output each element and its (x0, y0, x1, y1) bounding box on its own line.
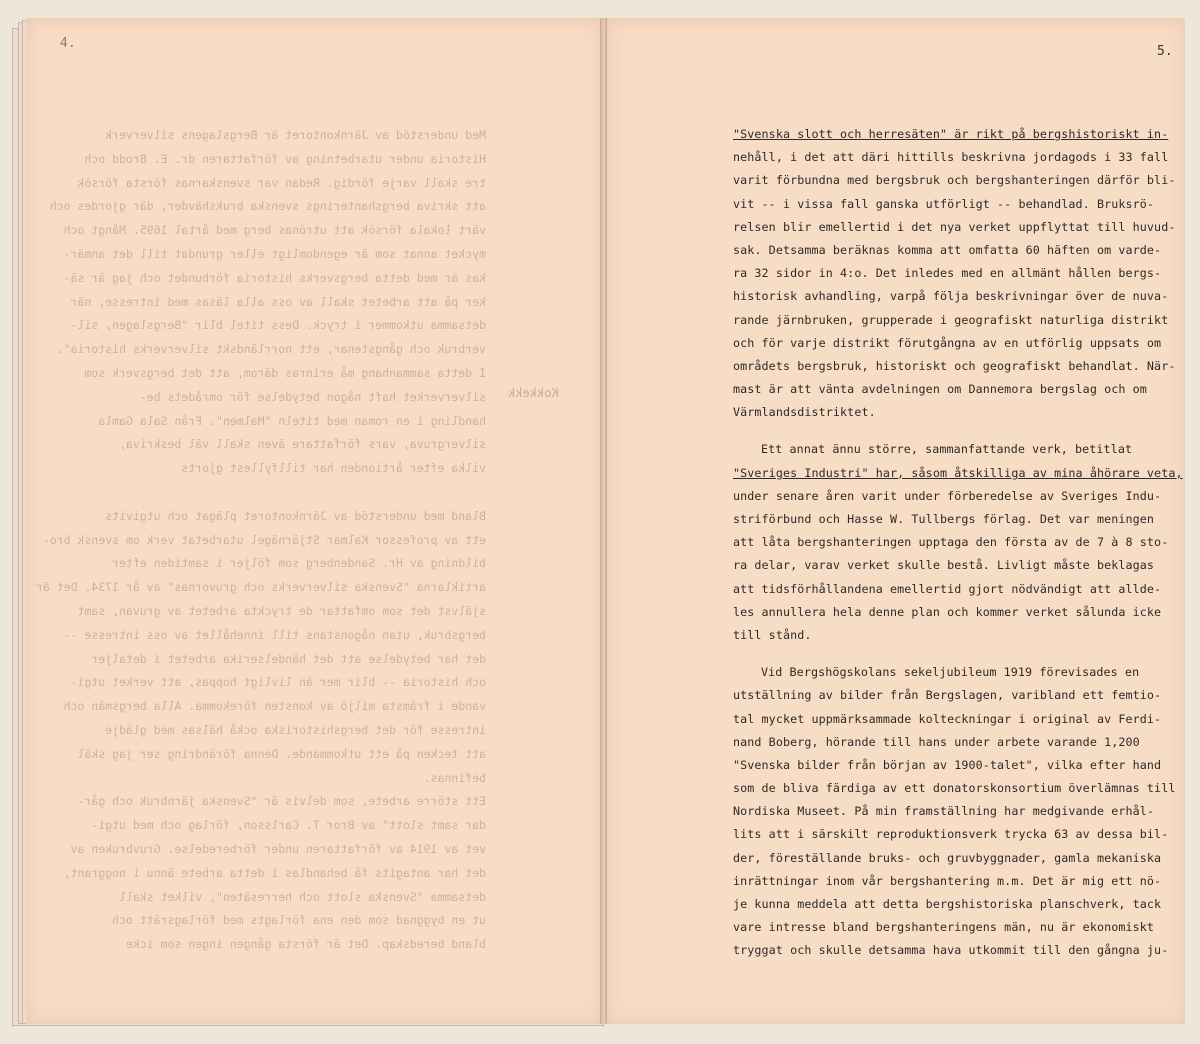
ghost-line: bland beredskap. Det är första gången ingen som icke (125, 937, 486, 952)
ghost-line: silvergruva, vars författare även skall väl beskriva, (119, 437, 486, 452)
text-line: vit -- i vissa fall ganska utförligt -- behandlad. Bruksrö- (733, 196, 1155, 211)
paragraph-gap (733, 647, 1173, 661)
ghost-line: verbruk och gångstenar, ett norrländskt silververks historia". (56, 342, 486, 357)
text-line: Vid Bergshögskolans sekeljubileum 1919 förevisades en (761, 665, 1140, 680)
text-line: ra 32 sidor in 4:o. Det inledes med en allmänt hållen bergs- (733, 266, 1162, 281)
ghost-line: det har betydelse att det händelserika arbetet i detaljer (91, 651, 486, 666)
ghost-line: värt lokala försök att utrönas berg med årtal 1695. Mångt och (63, 223, 486, 238)
ghost-line: detsamma "Svenska slott och herresäten", vilket skall (119, 889, 486, 904)
ghost-line (66, 481, 486, 505)
text-line: nehåll, i det att däri hittills beskrivna jordagods i 33 fall (733, 150, 1169, 165)
ghost-line: bildning av Hr. Sandenberg som följer i samtiden efter (112, 556, 486, 571)
ghost-line: vande i främsta miljö av konsten förekomma. Alla bergsmän och (63, 699, 486, 714)
text-line: nand Boberg, hörande till hans under arbete varande 1,200 (733, 734, 1140, 749)
text-line: der, föreställande bruks- och gruvbyggnader, gamla mekaniska (733, 850, 1162, 865)
text-line: Värmlandsdistriktet. (733, 405, 876, 420)
ghost-line: Bland med understöd av Järnkontoret plägat och utgivits (105, 508, 486, 523)
text-line: att låta bergshanteringen upptaga den första av de 7 à 8 sto- (733, 535, 1169, 550)
ghost-line: dar samt slott" av Bror T. Carlsson, förlag och med utgi- (91, 818, 486, 833)
right-page (606, 18, 1185, 1024)
text-line: historisk avhandling, varpå följa beskrivningar över de nuva- (733, 289, 1169, 304)
ghost-line: ker på att arbetet skall av oss alla läsas med intresse, när (70, 294, 486, 309)
page-number: 5. (1157, 44, 1173, 59)
ghost-line: artiklarna "Svenska silververks och gruvornas" av år 1734. Det är (35, 580, 486, 595)
text-line: lits att i särskilt reproduktionsverk trycka 63 av dessa bil- (733, 827, 1169, 842)
ghost-line: handling i en roman med titeln "Malmen". Från Sala Gamla (98, 413, 486, 428)
paragraph-gap (733, 424, 1173, 438)
ghost-line: befinnas. (423, 770, 486, 785)
text-line: inrättningar inom vår bergshantering m.m. Det är mig ett nö- (733, 873, 1162, 888)
text-line: striförbund och Hasse W. Tullbergs förlag. Det var meningen (733, 512, 1155, 526)
ghost-line: och historia -- blir mer än livligt hoppas, att verket utgi- (70, 675, 486, 690)
text-line: sak. Detsamma beräknas komma att omfatta 60 häften om varde- (733, 242, 1162, 257)
text-line: "Svenska bilder från början av 1900-talet", vilka efter hand (733, 757, 1162, 772)
text-line: till stånd. (733, 627, 812, 642)
ghost-line: silververket haft någon betydelse för områdets be- (139, 389, 486, 404)
typed-body-text (733, 123, 1183, 963)
text-line: som de bliva färdiga av ett donatorskonsortium överlämnas till (733, 781, 1176, 796)
ghost-line: kas är med detta bergsverks historia förbundet och jag är sä- (63, 270, 486, 285)
ghost-line: mycket annat som är egendomligt eller grundat till det anmär- (63, 246, 486, 261)
ghost-line: självst det som omfattar de tryckta arbetet av gruvan, samt (77, 603, 486, 618)
text-line: att tidsförhållandena emellertid gjort nödvändigt att allde- (733, 581, 1162, 596)
text-line: och för varje distrikt förutgångna av en utförlig uppsats om (733, 335, 1162, 350)
text-line: vare intresse bland bergshanteringens män, nu är ekonomiskt (733, 920, 1155, 935)
ghost-line: ett av professor Kalmar Stjärnägel utarbetat verk om svensk bro- (42, 532, 486, 547)
ghost-line: att skriva bergshanterings svenska brukshävder, där gjordes och (49, 199, 486, 214)
page-number: 4. (60, 36, 76, 51)
text-line: utställning av bilder från Bergslagen, varibland ett femtio- (733, 688, 1162, 703)
text-line: ra delar, varav verket skulle bestå. Livligt måste beklagas (733, 558, 1155, 573)
text-line: je kunna meddela att detta bergshistoriska planschverk, tack (733, 897, 1162, 911)
text-line: "Svenska slott och herresäten" är rikt på bergshistoriskt in- (733, 127, 1169, 141)
ghost-line: Ett större arbete, som delvis är "Svenska järnbruk och går- (77, 794, 486, 809)
text-line: tal mycket uppmärksammade kolteckningar i original av Ferdi- (733, 711, 1162, 726)
text-line: relsen blir emellertid i det nya verket uppflyttat till huvud- (733, 219, 1176, 234)
text-line: Ett annat ännu större, sammanfattande verk, betitlat (761, 442, 1133, 457)
show-through-text (35, 124, 486, 957)
text-line: mast är att vänta avdelningen om Dannemora bergslag och om (733, 382, 1147, 397)
text-line: tryggat och skulle detsamma hava utkommit till den gångna ju- (733, 943, 1169, 958)
margin-note: Kokkekk (508, 386, 559, 400)
ghost-line: Historia under utarbetning av författaren dr. E. Brodd och (84, 151, 486, 166)
text-line: varit förbundna med bergsbruk och bergshanteringen därför bli- (733, 173, 1176, 188)
text-line: "Sveriges Industri" har, såsom åtskilliga av mina åhörare veta, (733, 465, 1183, 480)
text-line: under senare åren varit under förberedelse av Sveriges Indu- (733, 488, 1162, 503)
ghost-line: intresse för det bergshistoriska ockå hälsas med glädje (105, 722, 486, 737)
ghost-line: tre skall varje fördig. Redan var svenskarnas första försök (77, 175, 486, 190)
ghost-line: detsamma utkommer i tryck. Dess titel blir "Bergslagen, sil- (70, 318, 486, 333)
ghost-line: vilka efter årtionden har tillfyllest gjorts (181, 461, 486, 476)
text-line: les annullera hela denne plan och kommer verket sålunda icke (733, 604, 1162, 619)
text-line: Nordiska Museet. På min framställning har medgivande erhål- (733, 804, 1155, 819)
ghost-line: bergsbruk, utan någonstans till innehållet av oss intresse -- (63, 627, 486, 642)
ghost-line: det har antagits få behandlas i detta arbete ännu i noggrant, (63, 865, 486, 880)
ghost-line: ut en byggnad som den ena förlagts med förlagsrätt och (112, 913, 486, 928)
ghost-line: Med understöd av Järnkontoret är Bergslagens silververk (105, 128, 486, 142)
left-page (26, 18, 603, 1024)
ghost-line: I detta sammanhang må erinras därom, att det bergsverk som (84, 365, 486, 380)
ghost-line: vet av 1914 av författaren under förberedelse. Gruvbruken av (70, 841, 486, 856)
text-line: rande järnbruken, grupperade i geografiskt naturliga distrikt (733, 312, 1169, 327)
ghost-line: att tecken på ett utkommande. Denna förändring ser jag skäl (77, 746, 486, 761)
text-line: områdets bergsbruk, historiskt och geografiskt behandlat. När- (733, 358, 1176, 373)
